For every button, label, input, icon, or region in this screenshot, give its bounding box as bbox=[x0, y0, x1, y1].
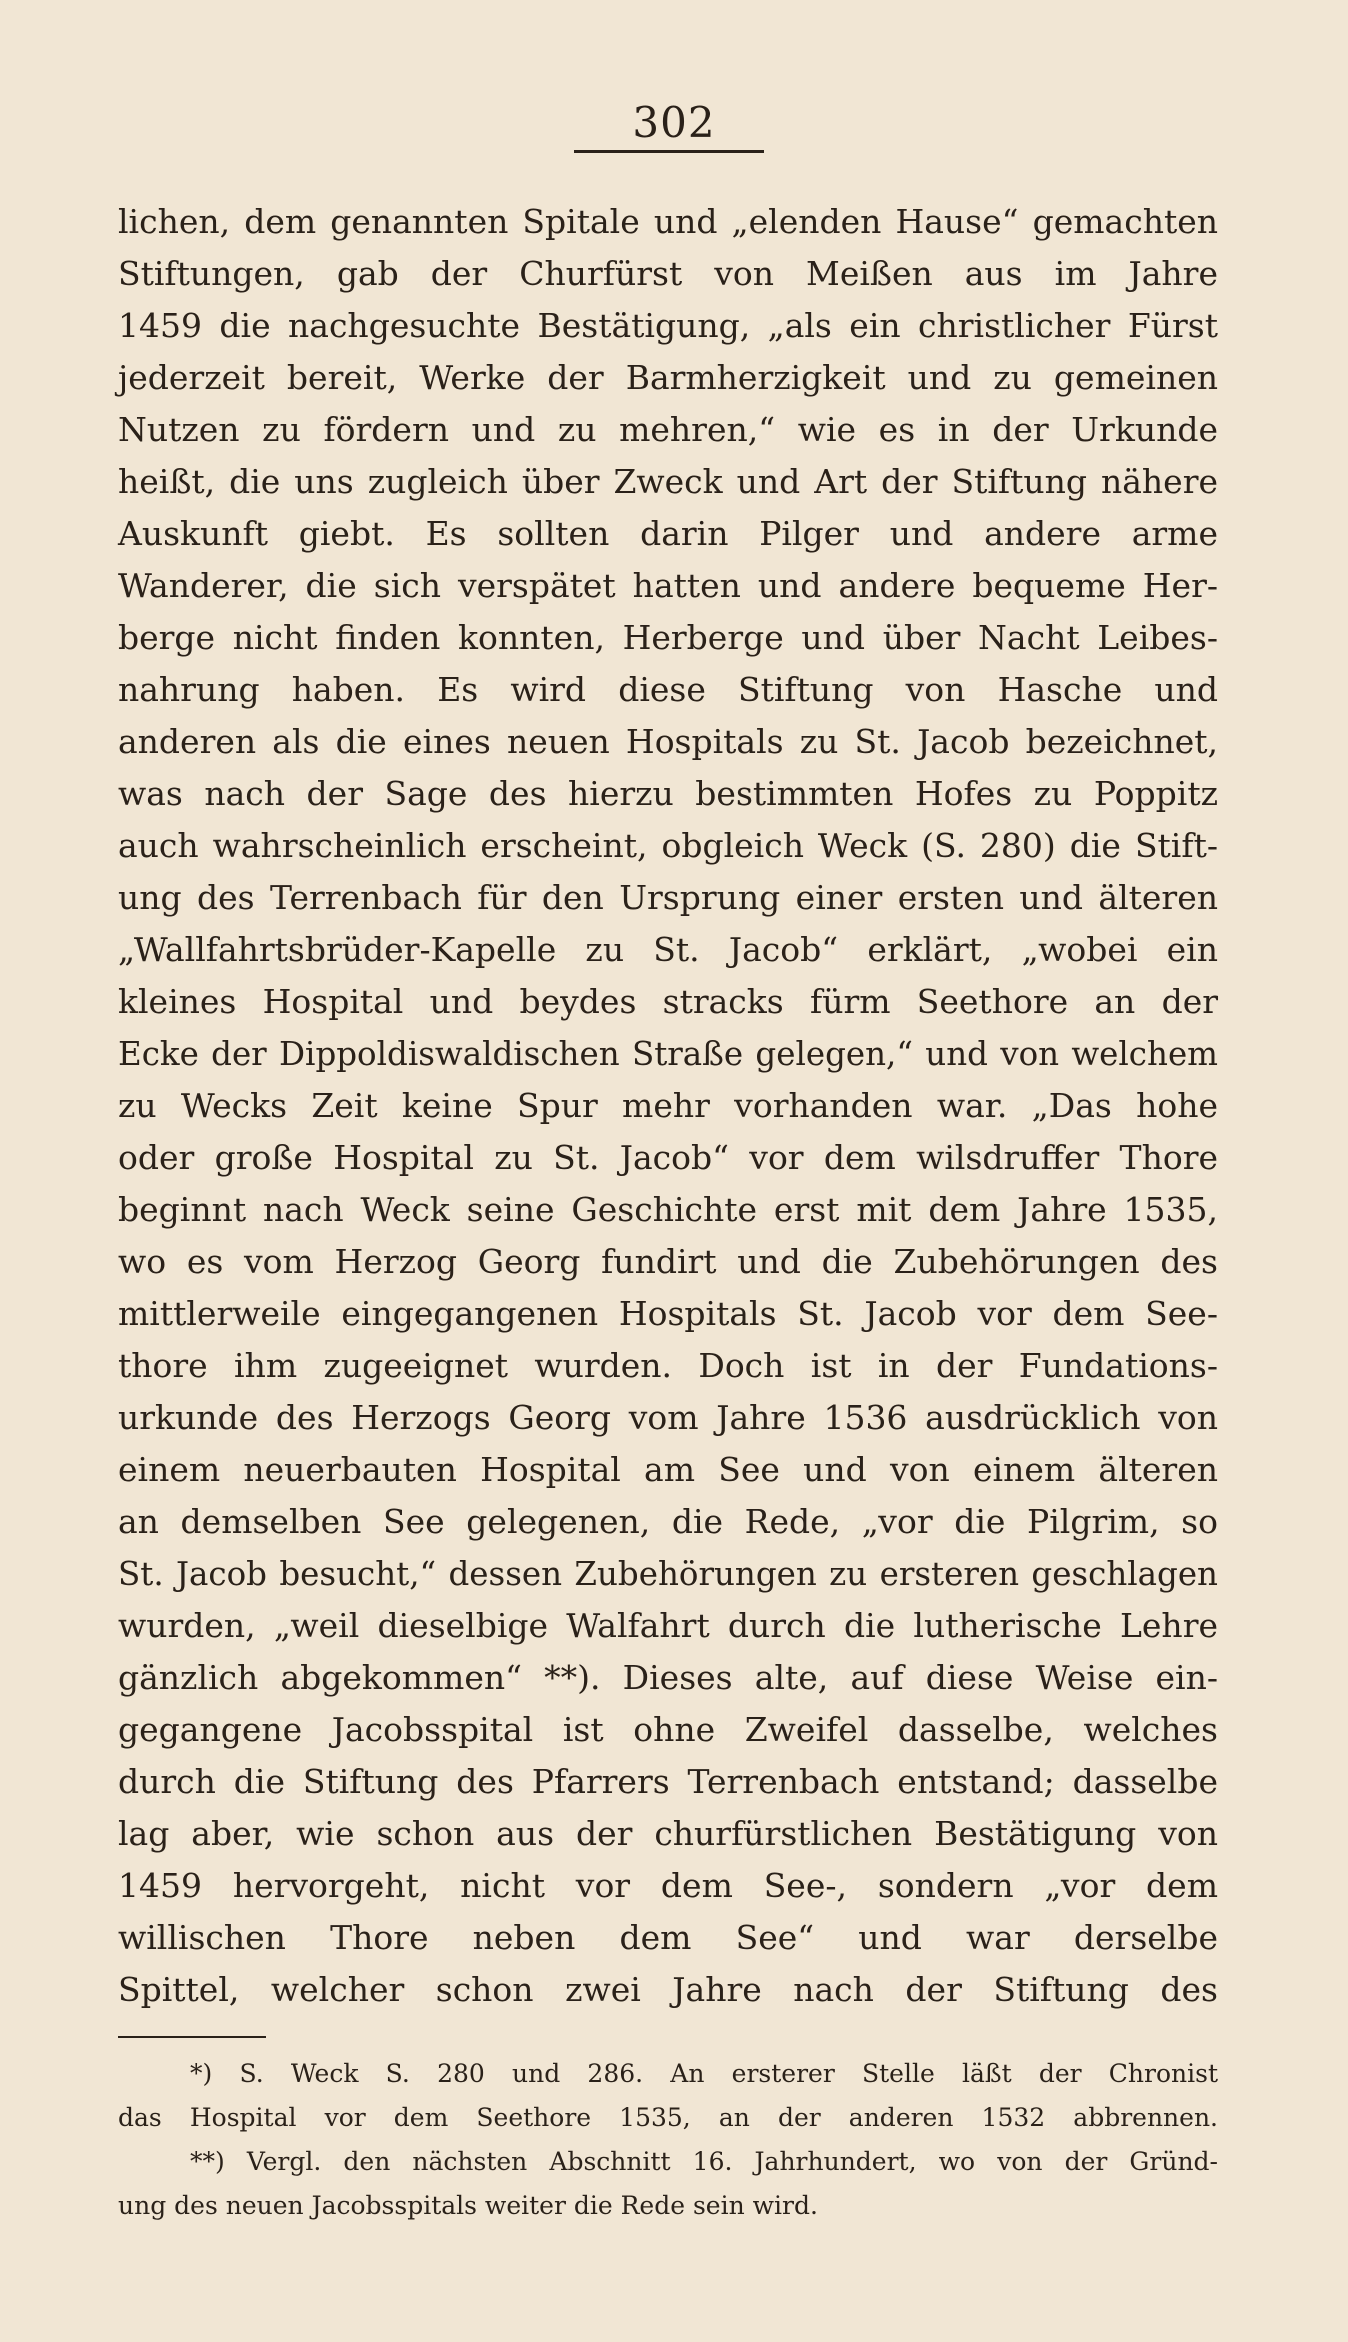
text-line: heißt, die uns zugleich über Zweck und Art der Stiftung nähere bbox=[118, 462, 1218, 501]
text-line: oder große Hospital zu St. Jacob“ vor dem wilsdruffer Thore bbox=[118, 1138, 1218, 1177]
text-line: lichen, dem genannten Spitale und „elenden Hause“ gemachten bbox=[118, 202, 1218, 241]
body-text bbox=[118, 196, 1218, 2016]
text-line: Spittel, welcher schon zwei Jahre nach der Stiftung des bbox=[118, 1970, 1218, 2009]
text-line: lag aber, wie schon aus der churfürstlichen Bestätigung von bbox=[118, 1814, 1218, 1853]
text-line: kleines Hospital und beydes stracks fürm Seethore an der bbox=[118, 982, 1218, 1021]
text-line: wo es vom Herzog Georg fundirt und die Zubehörungen des bbox=[118, 1242, 1218, 1281]
text-line: an demselben See gelegenen, die Rede, „vor die Pilgrim, so bbox=[118, 1502, 1218, 1541]
text-line: was nach der Sage des hierzu bestimmten Hofes zu Poppitz bbox=[118, 774, 1218, 813]
text-line: nahrung haben. Es wird diese Stiftung von Hasche und bbox=[118, 670, 1218, 709]
text-line: jederzeit bereit, Werke der Barmherzigkeit und zu gemeinen bbox=[118, 358, 1218, 397]
footnote-line: *) S. Weck S. 280 und 286. An ersterer Stelle läßt der Chronist bbox=[190, 2059, 1218, 2088]
text-line: Wanderer, die sich verspätet hatten und andere bequeme Her- bbox=[118, 566, 1218, 605]
text-line: anderen als die eines neuen Hospitals zu St. Jacob bezeichnet, bbox=[118, 722, 1218, 761]
text-line: willischen Thore neben dem See“ und war derselbe bbox=[118, 1918, 1218, 1957]
text-line: Ecke der Dippoldiswaldischen Straße gelegen,“ und von welchem bbox=[118, 1035, 1218, 1073]
text-line: „Wallfahrtsbrüder-Kapelle zu St. Jacob“ erklärt, „wobei ein bbox=[118, 930, 1218, 969]
text-line: wurden, „weil dieselbige Walfahrt durch die lutherische Lehre bbox=[118, 1606, 1218, 1645]
text-line: beginnt nach Weck seine Geschichte erst mit dem Jahre 1535, bbox=[118, 1190, 1218, 1229]
text-line: ung des Terrenbach für den Ursprung einer ersten und älteren bbox=[118, 878, 1218, 917]
footnote-line: ung des neuen Jacobsspitals weiter die Rede sein wird. bbox=[118, 2191, 818, 2220]
text-line: gänzlich abgekommen“ **). Dieses alte, auf diese Weise ein- bbox=[118, 1658, 1218, 1697]
footnote-line: **) Vergl. den nächsten Abschnitt 16. Jahrhundert, wo von der Gründ- bbox=[190, 2147, 1218, 2176]
text-line: Stiftungen, gab der Churfürst von Meißen aus im Jahre bbox=[118, 254, 1218, 293]
text-line: berge nicht finden konnten, Herberge und über Nacht Leibes- bbox=[118, 618, 1218, 657]
text-line: St. Jacob besucht,“ dessen Zubehörungen zu ersteren geschlagen bbox=[118, 1555, 1218, 1593]
text-line: gegangene Jacobsspital ist ohne Zweifel dasselbe, welches bbox=[118, 1710, 1218, 1749]
footnote-line: das Hospital vor dem Seethore 1535, an der anderen 1532 abbrennen. bbox=[118, 2103, 1218, 2132]
text-line: durch die Stiftung des Pfarrers Terrenbach entstand; dasselbe bbox=[118, 1762, 1218, 1801]
text-line: urkunde des Herzogs Georg vom Jahre 1536 ausdrücklich von bbox=[118, 1398, 1218, 1437]
page-number: 302 bbox=[632, 98, 716, 147]
text-line: mittlerweile eingegangenen Hospitals St. Jacob vor dem See- bbox=[118, 1294, 1218, 1333]
footnote-rule bbox=[118, 2036, 266, 2038]
text-line: Auskunft giebt. Es sollten darin Pilger und andere arme bbox=[118, 514, 1218, 553]
text-line: Nutzen zu fördern und zu mehren,“ wie es in der Urkunde bbox=[118, 410, 1218, 449]
footnotes bbox=[118, 2052, 1218, 2228]
text-line: thore ihm zugeeignet wurden. Doch ist in der Fundations- bbox=[118, 1346, 1218, 1385]
text-line: 1459 hervorgeht, nicht vor dem See-, sondern „vor dem bbox=[118, 1866, 1218, 1905]
text-line: zu Wecks Zeit keine Spur mehr vorhanden war. „Das hohe bbox=[118, 1086, 1218, 1125]
text-line: 1459 die nachgesuchte Bestätigung, „als ein christlicher Fürst bbox=[118, 306, 1218, 345]
text-line: einem neuerbauten Hospital am See und von einem älteren bbox=[118, 1450, 1218, 1489]
text-line: auch wahrscheinlich erscheint, obgleich Weck (S. 280) die Stift- bbox=[118, 826, 1218, 865]
header-rule bbox=[574, 150, 764, 153]
